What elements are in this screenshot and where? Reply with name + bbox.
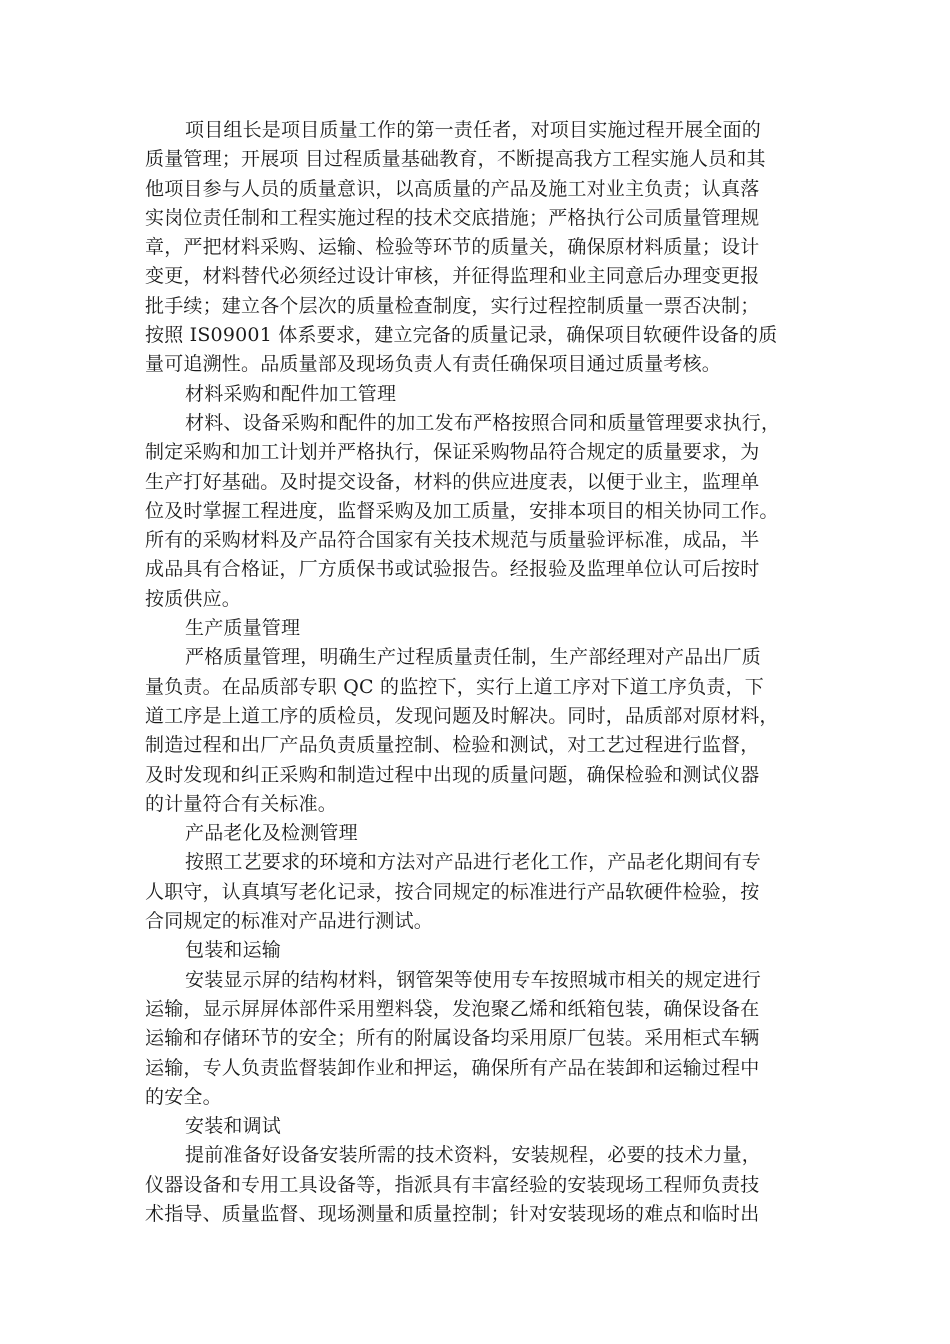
paragraph-line: 道工序是上道工序的质检员，发现问题及时解决。同时，品质部对原材料，	[145, 704, 779, 727]
paragraph-line: 运输，专人负责监督装卸作业和押运，确保所有产品在装卸和运输过程中	[145, 1056, 760, 1079]
body-paragraph	[145, 1141, 810, 1229]
paragraph-line: 量负责。在品质部专职 QC 的监控下，实行上道工序对下道工序负责，下	[145, 675, 764, 698]
paragraph-line: 位及时掌握工程进度，监督采购及加工质量，安排本项目的相关协同工作。	[145, 499, 779, 522]
paragraph-line: 安装显示屏的结构材料，钢管架等使用专车按照城市相关的规定进行	[185, 968, 762, 991]
paragraph-line: 所有的采购材料及产品符合国家有关技术规范与质量验评标准，成品，半	[145, 529, 760, 552]
paragraph-line: 严格质量管理，明确生产过程质量责任制，生产部经理对产品出厂质	[185, 646, 762, 669]
paragraph-line: 及时发现和纠正采购和制造过程中出现的质量问题，确保检验和测试仪器	[145, 763, 760, 786]
paragraph-line: 运输和存储环节的安全；所有的附属设备均采用原厂包装。采用柜式车辆	[145, 1027, 760, 1050]
paragraph-line: 实岗位责任制和工程实施过程的技术交底措施；严格执行公司质量管理规	[145, 206, 760, 229]
section-heading	[145, 936, 810, 965]
paragraph-line: 制定采购和加工计划并严格执行，保证采购物品符合规定的质量要求，为	[145, 441, 760, 464]
paragraph-line: 提前准备好设备安装所需的技术资料，安装规程，必要的技术力量，	[185, 1144, 762, 1167]
document-body	[145, 116, 810, 1229]
body-paragraph	[145, 643, 810, 819]
heading-text: 包装和运输	[185, 939, 282, 962]
paragraph-line: 项目组长是项目质量工作的第一责任者，对项目实施过程开展全面的	[185, 119, 762, 141]
paragraph-line: 人职守，认真填写老化记录，按合同规定的标准进行产品软硬件检验，按	[145, 880, 760, 903]
body-paragraph	[145, 409, 810, 614]
paragraph-line: 变更，材料替代必须经过设计审核，并征得监理和业主同意后办理变更报	[145, 265, 760, 288]
paragraph-line: 合同规定的标准对产品进行测试。	[145, 910, 434, 933]
paragraph-line: 的安全。	[145, 1085, 222, 1108]
paragraph-line: 的计量符合有关标准。	[145, 792, 338, 815]
heading-text: 材料采购和配件加工管理	[185, 382, 397, 405]
paragraph-line: 制造过程和出厂产品负责质量控制、检验和测试，对工艺过程进行监督，	[145, 734, 760, 757]
body-paragraph	[145, 116, 810, 380]
heading-text: 安装和调试	[185, 1115, 282, 1138]
section-heading	[145, 1112, 810, 1141]
paragraph-line: 术指导、质量监督、现场测量和质量控制；针对安装现场的难点和临时出	[145, 1202, 760, 1225]
heading-text: 生产质量管理	[185, 617, 301, 640]
section-heading	[145, 614, 810, 643]
paragraph-line: 生产打好基础。及时提交设备，材料的供应进度表，以便于业主，监理单	[145, 470, 760, 493]
paragraph-line: 按照工艺要求的环境和方法对产品进行老化工作，产品老化期间有专	[185, 851, 762, 874]
paragraph-line: 成品具有合格证，厂方质保书或试验报告。经报验及监理单位认可后按时	[145, 558, 760, 581]
paragraph-line: 量可追溯性。品质量部及现场负责人有责任确保项目通过质量考核。	[145, 353, 722, 376]
paragraph-line: 质量管理；开展项 目过程质量基础教育，不断提高我方工程实施人员和其	[145, 148, 766, 171]
paragraph-line: 仪器设备和专用工具设备等，指派具有丰富经验的安装现场工程师负责技	[145, 1173, 760, 1196]
paragraph-line: 运输，显示屏屏体部件采用塑料袋，发泡聚乙烯和纸箱包装，确保设备在	[145, 997, 760, 1020]
section-heading	[145, 380, 810, 409]
heading-text: 产品老化及检测管理	[185, 822, 358, 845]
body-paragraph	[145, 966, 810, 1112]
paragraph-line: 按照 IS09001 体系要求，建立完备的质量记录，确保项目软硬件设备的质	[145, 324, 778, 347]
section-heading	[145, 819, 810, 848]
paragraph-line: 按质供应。	[145, 587, 242, 610]
paragraph-line: 材料、设备采购和配件的加工发布严格按照合同和质量管理要求执行，	[185, 411, 781, 434]
paragraph-line: 批手续；建立各个层次的质量检查制度，实行过程控制质量一票否决制；	[145, 294, 760, 317]
paragraph-line: 章，严把材料采购、运输、检验等环节的质量关，确保原材料质量；设计	[145, 236, 760, 259]
body-paragraph	[145, 848, 810, 936]
paragraph-line: 他项目参与人员的质量意识，以高质量的产品及施工对业主负责；认真落	[145, 177, 760, 200]
